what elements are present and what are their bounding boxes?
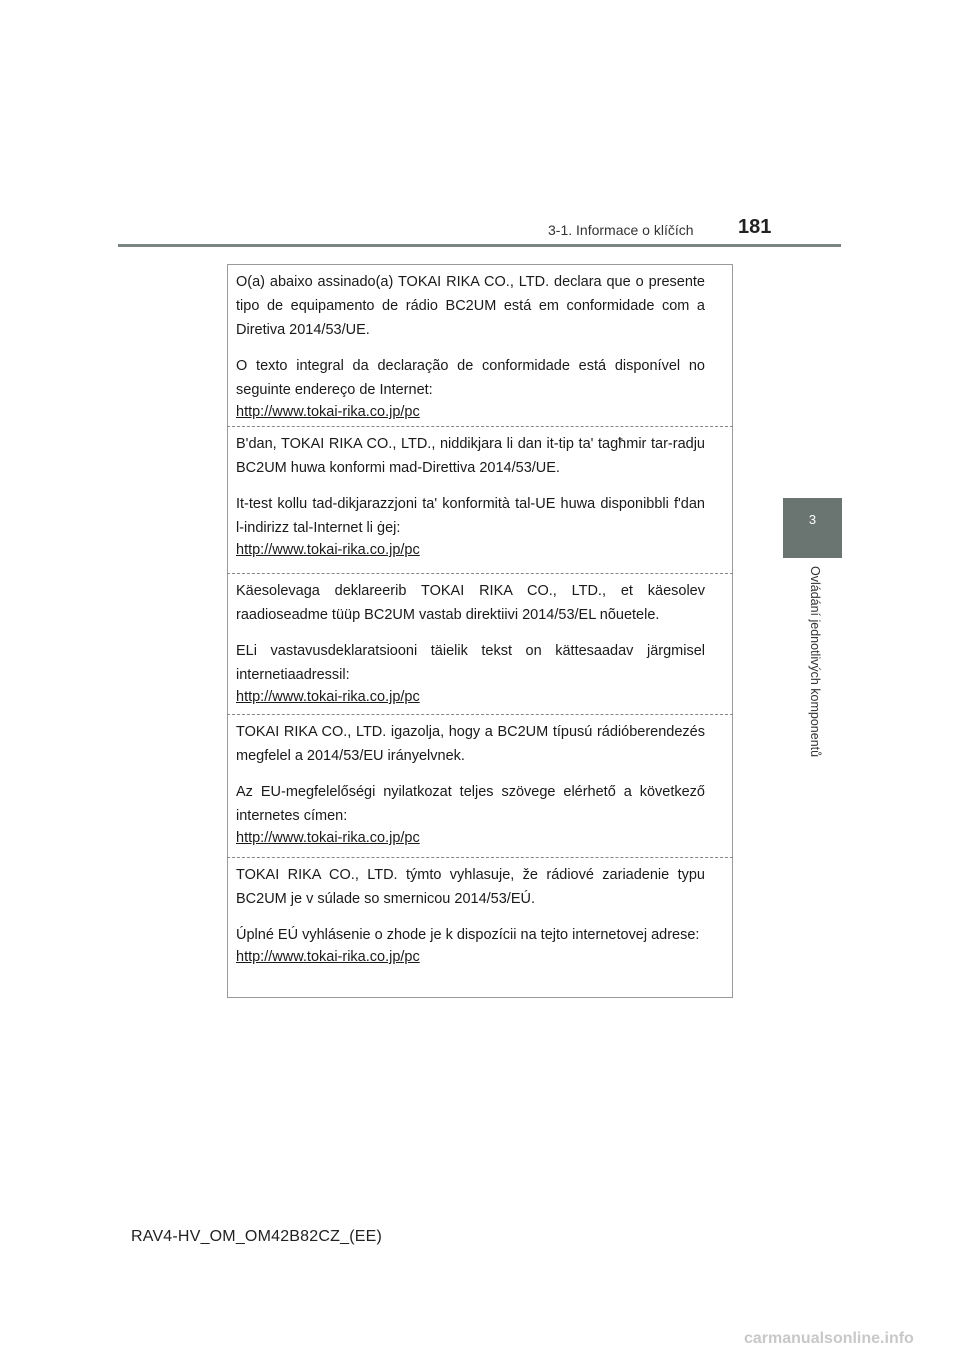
declaration-slovak (228, 858, 732, 968)
watermark: carmanualsonline.info (744, 1330, 914, 1347)
section-title: 3-1. Informace o klíčích (548, 222, 694, 238)
declaration-statement: TOKAI RIKA CO., LTD. igazolja, hogy a BC2UM típusú rádióberendezés megfelel a 2014/53/EU irányelvnek. (236, 724, 705, 764)
declaration-statement: B'dan, TOKAI RIKA CO., LTD., niddikjara li dan it-tip ta' tagħmir tar-radju BC2UM huwa konformi mad-Direttiva 2014/53/UE. (236, 436, 705, 476)
declaration-estonian (228, 574, 732, 708)
declaration-statement: TOKAI RIKA CO., LTD. týmto vyhlasuje, že rádiové zariadenie typu BC2UM je v súlade so smernicou 2014/53/EÚ. (236, 867, 705, 907)
declarations-box (227, 264, 733, 998)
declaration-hungarian (228, 715, 732, 849)
header-rule (118, 244, 841, 247)
manual-code: RAV4-HV_OM_OM42B82CZ_(EE) (131, 1228, 382, 1245)
declaration-statement: O(a) abaixo assinado(a) TOKAI RIKA CO., LTD. declara que o presente tipo de equipamento de rádio BC2UM está em conformidade com a Diretiva 2014/53/UE. (236, 274, 705, 338)
chapter-tab (783, 498, 842, 558)
declaration-statement: Käesolevaga deklareerib TOKAI RIKA CO., LTD., et käesolev raadioseadme tüüp BC2UM vastab direktiivi 2014/53/EL nõuetele. (236, 583, 705, 623)
declaration-availability: It-test kollu tad-dikjarazzjoni ta' konformità tal-UE huwa disponibbli f'dan l-indirizz tal-Internet li ġej: (236, 496, 705, 536)
declaration-availability: Úplné EÚ vyhlásenie o zhode je k dispozícii na tejto internetovej adrese: (236, 927, 700, 943)
declaration-availability: Az EU-megfelelőségi nyilatkozat teljes szövege elérhető a következő internetes címen: (236, 784, 705, 824)
chapter-number: 3 (808, 512, 817, 527)
declaration-url-link[interactable]: http://www.tokai-rika.co.jp/pc (236, 949, 420, 965)
declaration-url-link[interactable]: http://www.tokai-rika.co.jp/pc (236, 542, 420, 558)
declaration-availability: ELi vastavusdeklaratsiooni täielik tekst on kättesaadav järgmisel internetiaadressil: (236, 643, 705, 683)
declaration-url-link[interactable]: http://www.tokai-rika.co.jp/pc (236, 689, 420, 705)
declaration-maltese (228, 427, 732, 561)
declaration-availability: O texto integral da declaração de conformidade está disponível no seguinte endereço de Internet: (236, 358, 705, 398)
page-number: 181 (738, 216, 772, 238)
declaration-url-link[interactable]: http://www.tokai-rika.co.jp/pc (236, 404, 420, 420)
declaration-portuguese (228, 265, 732, 423)
declaration-url-link[interactable]: http://www.tokai-rika.co.jp/pc (236, 830, 420, 846)
chapter-side-label: Ovládání jednotlivých komponentů (808, 566, 822, 758)
